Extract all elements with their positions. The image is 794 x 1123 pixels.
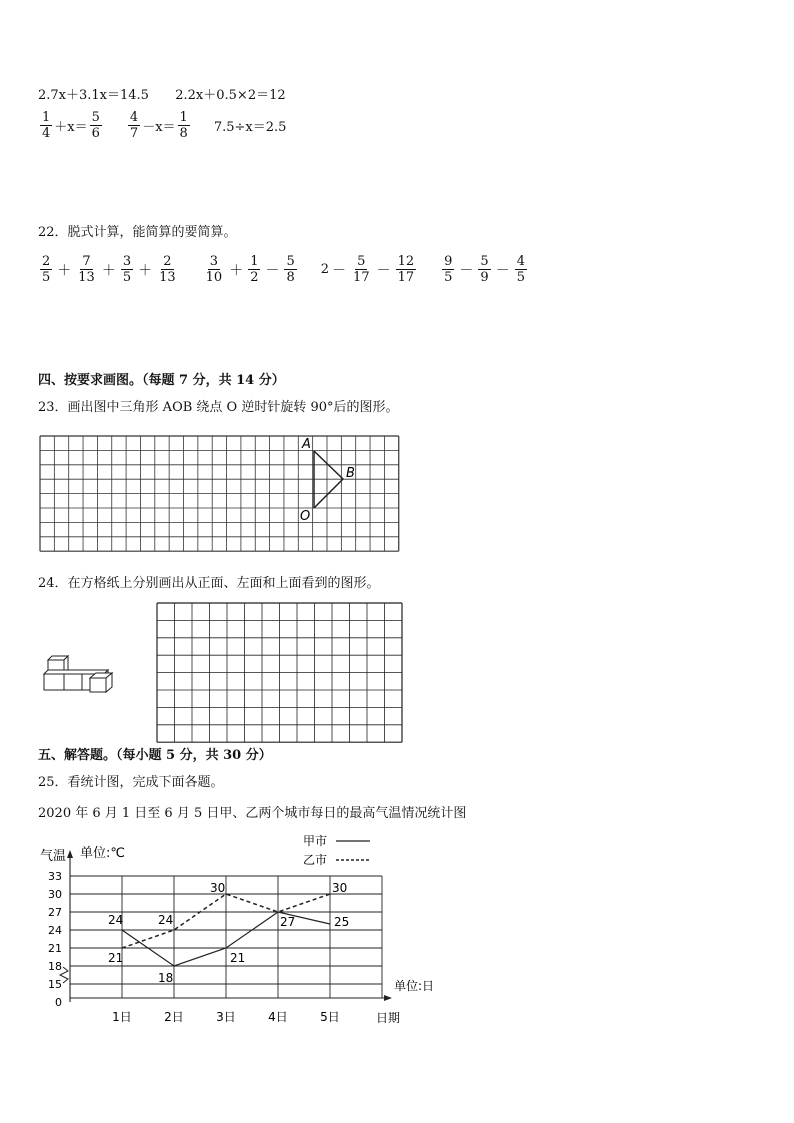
y-unit-label: 单位:℃ [80,846,125,861]
x-unit-label: 单位:日 [394,979,435,993]
data-label: 27 [280,915,296,929]
equation-4: $\frac{4}{7}$ －x＝ $\frac{1}{8}$ [129,110,188,141]
point-b-label: B [346,466,355,481]
fraction: $\frac{4}{5}$ [516,254,525,285]
x-axis-arrow [384,995,392,1001]
y-axis-arrow [67,850,73,858]
equation-2: 2.2x＋0.5×2＝12 [175,88,286,103]
fraction: $\frac{2}{13}$ [159,254,176,285]
x-tick-label: 5日 [320,1010,340,1024]
x-tick-label: 1日 [112,1010,132,1024]
fraction: $\frac{7}{13}$ [78,254,95,285]
chart-ticks [48,870,340,1024]
fraction: $\frac{9}{5}$ [444,254,453,285]
data-label: 21 [108,951,124,965]
data-label: 24 [158,913,174,927]
fraction: $\frac{1}{2}$ [250,254,259,285]
fraction: $\frac{12}{17}$ [397,254,415,285]
data-label: 25 [334,915,350,929]
data-label: 18 [158,971,174,985]
y-tick-label: 15 [48,978,62,991]
fraction: $\frac{2}{5}$ [42,254,51,285]
fraction: $\frac{5}{9}$ [480,254,489,285]
equation-5: 7.5÷x＝2.5 [213,120,287,135]
q22-title: 22．脱式计算，能简算的要简算。 [38,225,237,240]
section-4-heading: 四、按要求画图。（每题 7 分，共 14 分） [38,373,285,388]
expression-1: $\frac{2}{5}$ ＋ $\frac{7}{13}$ ＋ $\frac{3}{5}$ ＋ $\frac{2}{13}$ [42,254,176,285]
q24-title: 24．在方格纸上分别画出从正面、左面和上面看到的图形。 [38,576,380,591]
data-label: 30 [210,881,226,895]
fraction: $\frac{4}{7}$ [129,110,139,141]
expression-4: $\frac{9}{5}$ － $\frac{5}{9}$ － $\frac{4}{5}$ [444,254,525,285]
legend-jia-label: 甲市 [303,834,328,848]
y-tick-label: 33 [48,870,62,883]
x-tick-label: 3日 [216,1010,236,1024]
point-a-label: A [302,437,311,452]
fraction: $\frac{5}{8}$ [286,254,295,285]
q23-title: 23．画出图中三角形 AOB 绕点 O 逆时针旋转 90°后的图形。 [38,400,399,415]
y-tick-label: 0 [55,996,62,1009]
fraction: $\frac{3}{10}$ [205,254,223,285]
fraction: $\frac{5}{17}$ [353,254,370,285]
fraction: $\frac{3}{5}$ [122,254,132,285]
y-tick-label: 24 [48,924,62,937]
x-tick-label: 2日 [164,1010,184,1024]
equation-1: 2.7x＋3.1x＝14.5 [38,88,149,103]
y-axis-label: 气温 [40,849,67,864]
y-tick-label: 30 [48,888,62,901]
q25-title: 25．看统计图，完成下面各题。 [38,775,224,790]
y-tick-label: 27 [48,906,62,919]
chart-legend [303,834,370,867]
fraction: $\frac{5}{6}$ [91,110,100,141]
legend-yi-label: 乙市 [303,853,328,867]
x-tick-label: 4日 [268,1010,288,1024]
fraction: $\frac{1}{4}$ [42,110,51,141]
expression-3: 2 － $\frac{5}{17}$ － $\frac{12}{17}$ [320,254,415,285]
data-label: 30 [332,881,348,895]
y-tick-label: 18 [48,960,62,973]
equation-3: $\frac{1}{4}$ ＋x＝ $\frac{5}{6}$ [42,110,100,141]
data-label: 21 [230,951,246,965]
data-label: 24 [108,913,124,927]
point-o-label: O [300,509,311,524]
chart-caption: 2020 年 6 月 1 日至 6 月 5 日甲、乙两个城市每日的最高气温情况统计图 [38,806,467,821]
x-axis-label: 日期 [376,1011,401,1025]
section-5-heading: 五、解答题。（每小题 5 分，共 30 分） [38,748,272,763]
fraction: $\frac{1}{8}$ [179,110,188,141]
y-tick-label: 21 [48,942,62,955]
expression-2: $\frac{3}{10}$ ＋ $\frac{1}{2}$ － $\frac{5}{8}$ [205,254,295,285]
chart-data-labels [108,881,349,985]
